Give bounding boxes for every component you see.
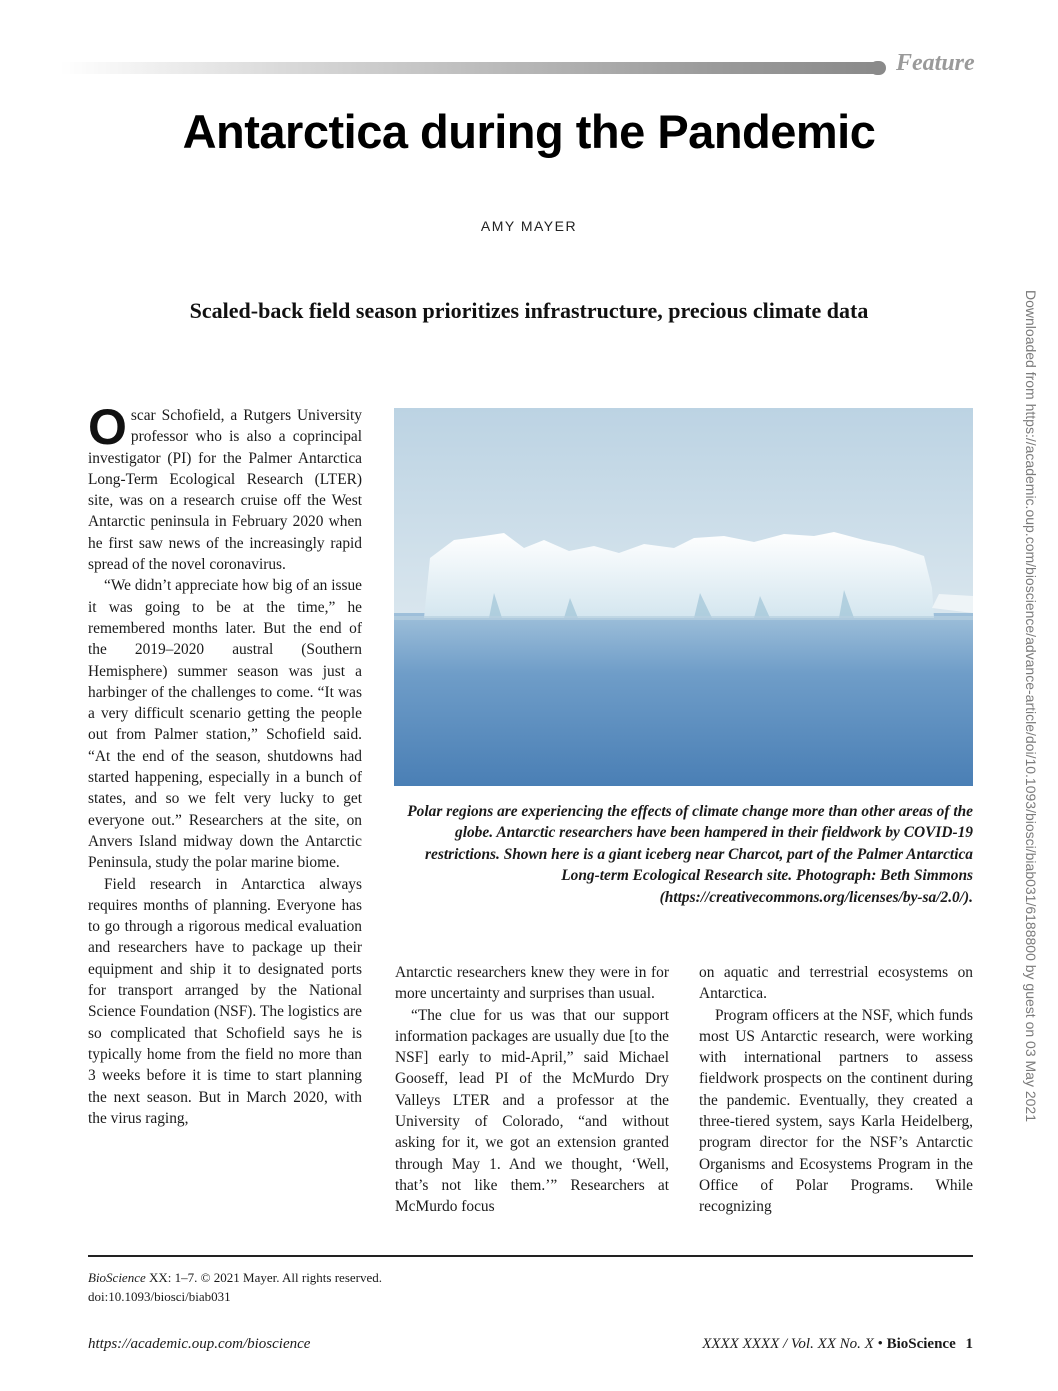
body-column-2 [395, 962, 669, 1218]
paragraph: Field research in Antarctica always requires months of planning. Everyone has to go through a rigorous medical evaluation and researchers have to package up their equipment and ship it to designated ports for transport arranged by the National Science Foundation (NSF). The logistics are so complicated that Schofield says he is typically home from the field no more than 3 weeks before it is time to start planning the next season. But in March 2020, with the virus raging, [88, 875, 362, 1127]
download-watermark-text: Downloaded from https://academic.oup.com/bioscience/advance-article/doi/10.1093/biosci/biab031/6188800 by guest on 03 May 2021 [1023, 290, 1039, 1122]
issue-info: XXXX XXXX / Vol. XX No. X [702, 1336, 874, 1352]
footnote-copyright: XX: 1–7. © 2021 Mayer. All rights reserved. [145, 1270, 383, 1285]
footnote-doi: doi:10.1093/biosci/biab031 [88, 1289, 231, 1304]
paragraph: Antarctic researchers knew they were in for more uncertainty and surprises than usual. [395, 964, 669, 1003]
body-column-1 [88, 399, 362, 1129]
page-footer [702, 1336, 973, 1353]
footnote-divider [88, 1255, 973, 1257]
feature-banner-dot [870, 61, 886, 75]
iceberg-photo [394, 408, 973, 786]
footnote-journal: BioScience [88, 1270, 146, 1285]
footer-bullet: • [877, 1336, 883, 1352]
paragraph: on aquatic and terrestrial ecosystems on Antarctica. [699, 964, 973, 1003]
photo-water [394, 613, 973, 786]
paragraph: “The clue for us was that our support information packages are usually due [to the NSF] early to mid-April,” said Michael Gooseff, lead PI of the McMurdo Dry Valleys LTER and a professor at the University of Colorado, “and without asking for it, we got an extension granted through May 1. And we thought, ‘Well, that’s not like them.’” Researchers at McMurdo focus [395, 1006, 669, 1216]
feature-banner-bar [60, 62, 880, 74]
paragraph: Program officers at the NSF, which funds most US Antarctic research, were working with international partners to assess fieldwork prospects on the continent during the pandemic. Eventually, they created a three-tiered system, says Karla Heidelberg, program director for the NSF’s Antarctic Organisms and Ecosystems Program in the Office of Polar Programs. While recognizing [699, 1006, 973, 1216]
footer-journal: BioScience [886, 1336, 956, 1352]
figure-caption: Polar regions are experiencing the effects of climate change more than other areas of the globe. Antarctic researchers have been hampered in their fieldwork by COVID-19 restrictions. Shown here is a giant iceberg near Charcot, part of the Palmer Antarctica Long-term Ecological Research site. Photograph: Beth Simmons (https://creativecommons.org/licenses/by-sa/2.0/). [407, 803, 973, 906]
paragraph: “We didn’t appreciate how big of an issue it was going to be at the time,” he remembered months later. But the end of the 2019–2020 austral (Southern Hemisphere) summer season was just a harbinger of the challenges to come. “It was a very difficult scenario getting the people out from Palmer station,” Schofield said. “At the end of the season, shutdowns had started happening, especially in a bunch of states, and so we felt very lucky to get everyone out.” Researchers at the site, on Anvers Island midway down the Antarctic Peninsula, study the polar marine biome. [88, 577, 362, 872]
download-watermark [1023, 290, 1043, 1170]
page-number: 1 [965, 1336, 973, 1352]
article-subtitle: Scaled-back field season prioritizes infrastructure, precious climate data [189, 298, 869, 323]
paragraph-text: scar Schofield, a Rutgers University professor who is also a coprincipal investigator (PI) for the Palmer Antarctica Long-Term Ecological Research (LTER) site, was on a research cruise off the West Antarctic peninsula in February 2020 when he first saw news of the increasingly rapid spread of the novel coronavirus. [88, 407, 362, 574]
drop-cap: O [88, 399, 127, 455]
section-label: Feature [896, 50, 975, 76]
body-column-3 [699, 962, 973, 1218]
article-title: Antarctica during the Pandemic [182, 105, 876, 158]
paragraph [88, 399, 362, 575]
author-byline: AMY MAYER [480, 218, 578, 234]
journal-url[interactable]: https://academic.oup.com/bioscience [88, 1336, 311, 1352]
copyright-footnote [88, 1268, 382, 1306]
